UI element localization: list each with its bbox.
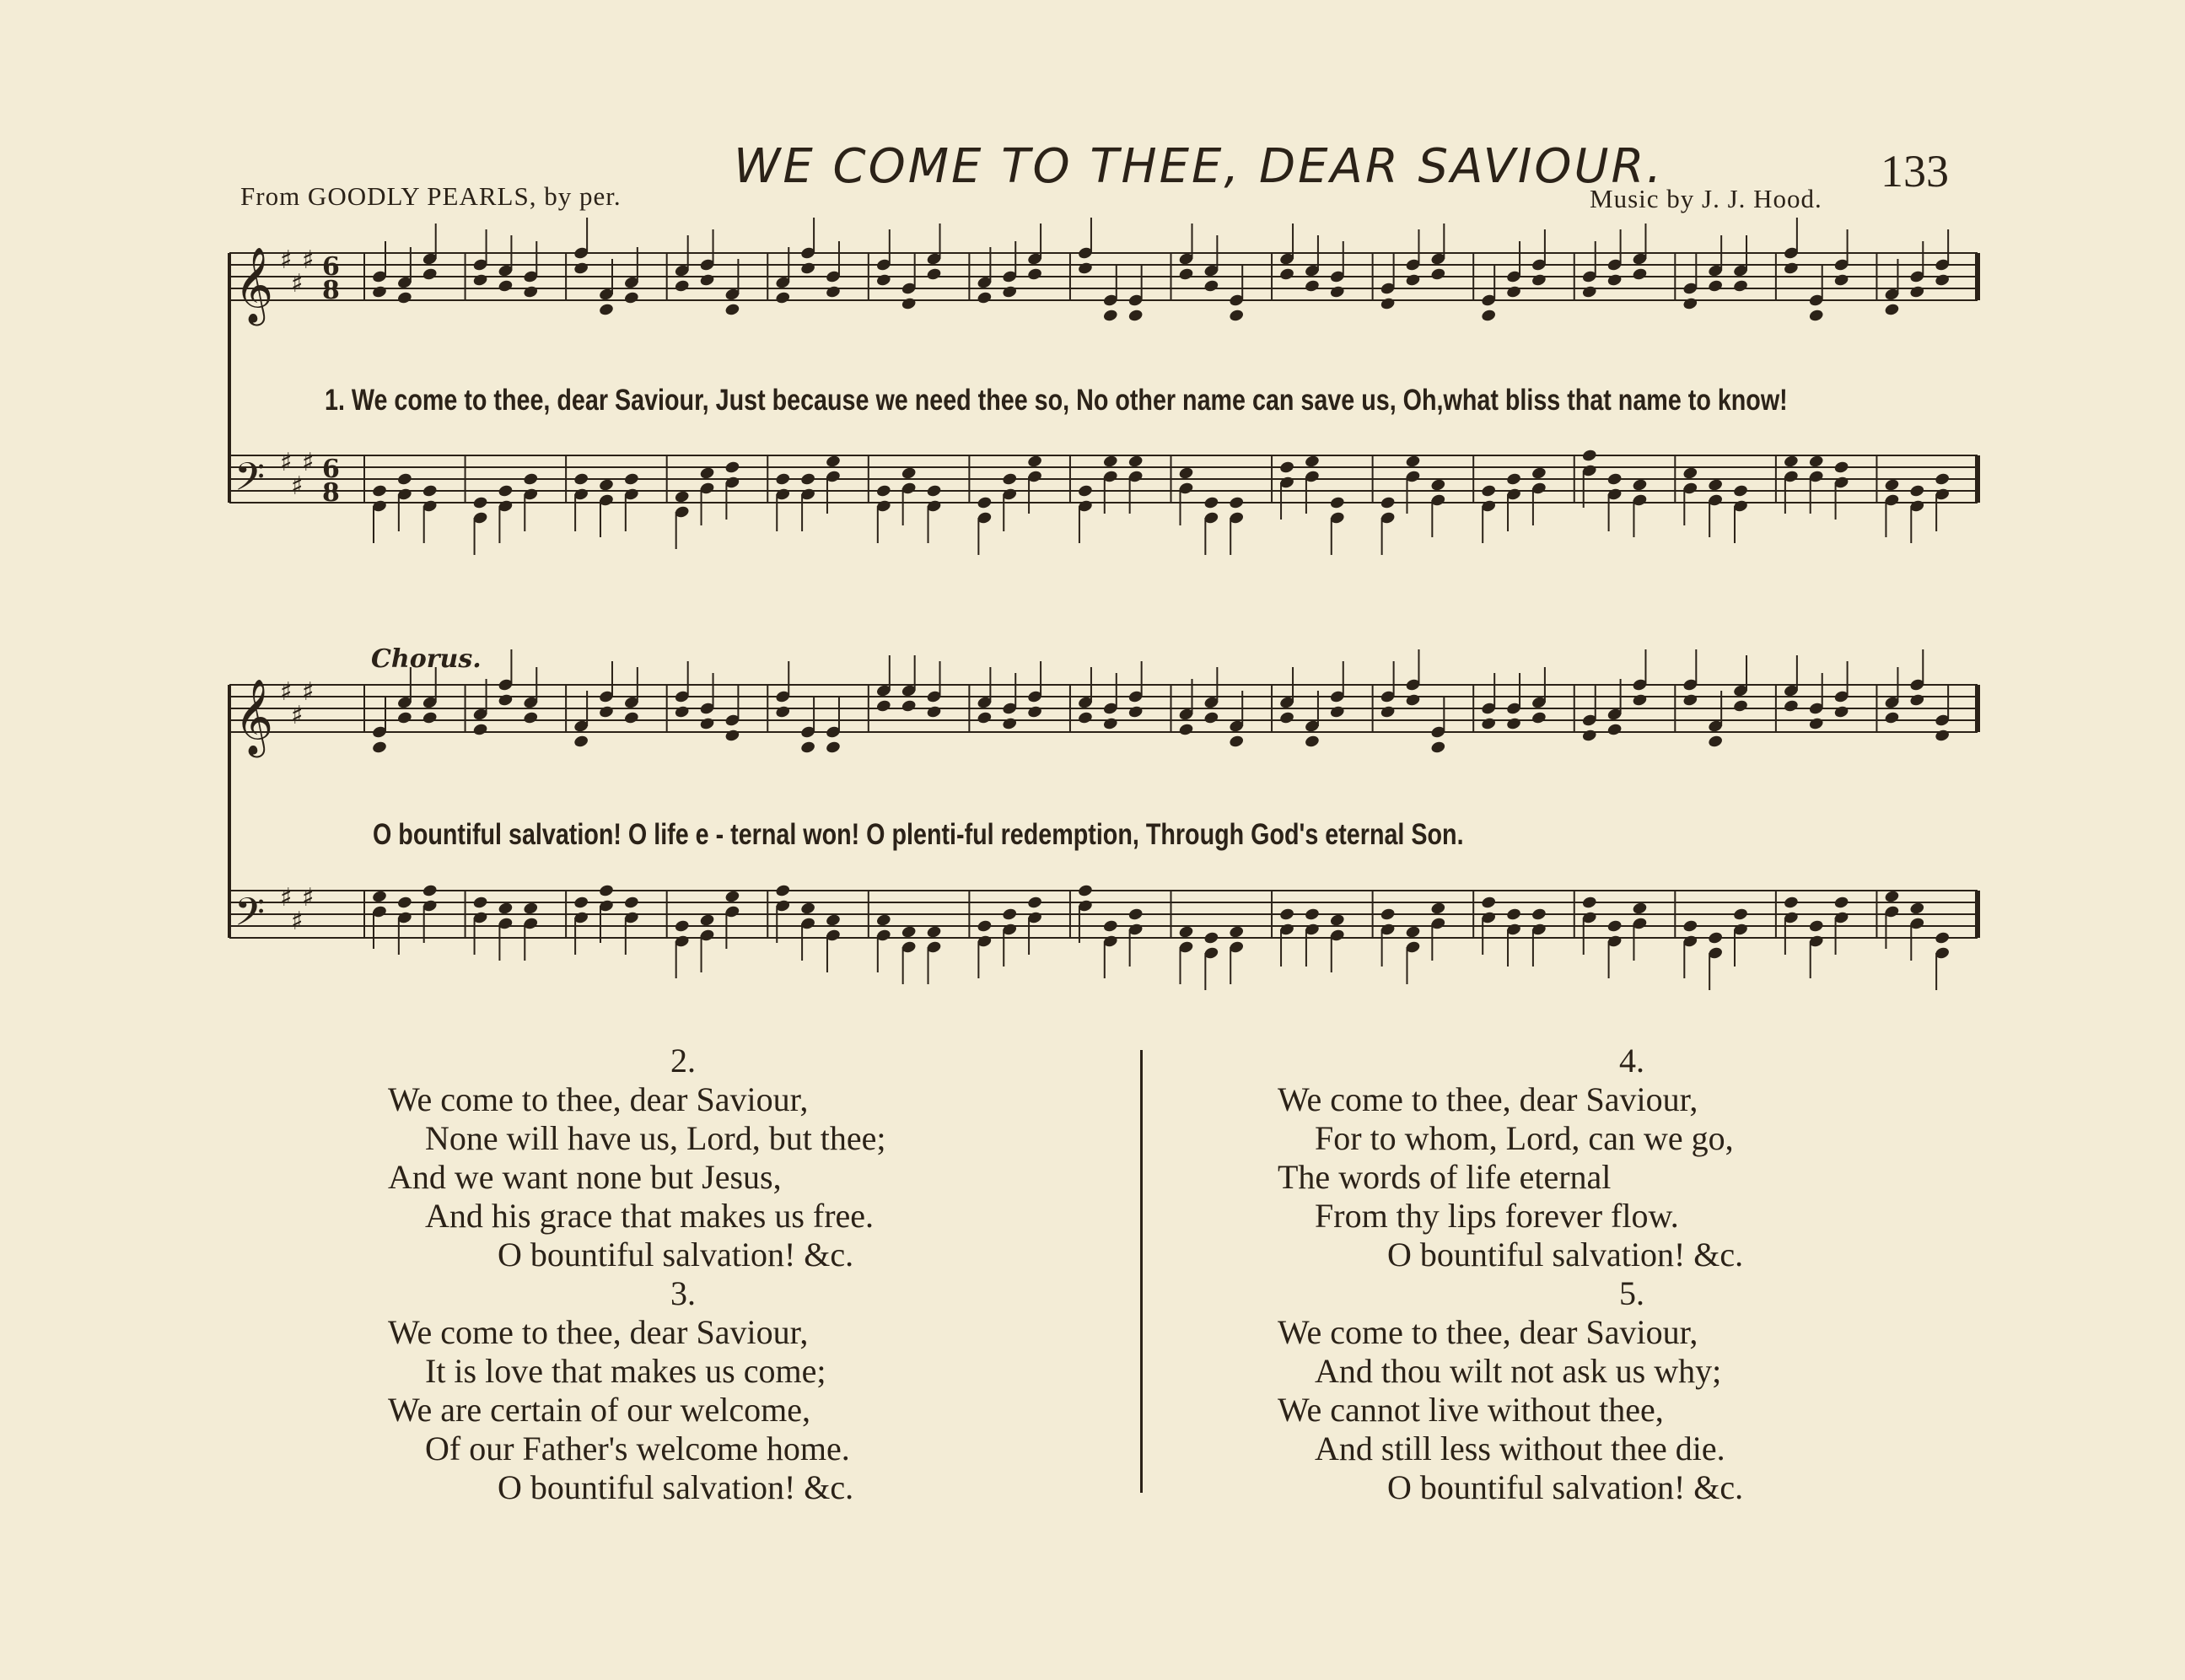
sharp-sign: ♯ bbox=[280, 245, 293, 275]
note-head bbox=[1304, 279, 1320, 293]
note-head bbox=[1002, 285, 1018, 299]
note-head bbox=[825, 455, 841, 469]
note-head bbox=[724, 460, 740, 475]
note-head bbox=[396, 711, 412, 725]
note-head bbox=[1304, 735, 1320, 749]
note-head bbox=[523, 285, 539, 299]
note-head bbox=[371, 890, 387, 904]
note-head bbox=[926, 925, 942, 940]
note-head bbox=[1531, 711, 1547, 725]
note-head bbox=[901, 699, 917, 713]
note-head bbox=[1632, 693, 1648, 708]
note-head bbox=[1884, 478, 1900, 493]
hymn-title: WE COME TO THEE, DEAR SAVIOUR. bbox=[734, 139, 1665, 194]
note-head bbox=[1002, 717, 1018, 731]
note-head bbox=[1002, 472, 1018, 487]
sharp-sign: ♯ bbox=[280, 448, 293, 477]
note-head bbox=[1909, 902, 1925, 916]
verse-line: We come to thee, dear Saviour, bbox=[388, 1080, 809, 1118]
note-head bbox=[371, 740, 387, 755]
note-head bbox=[498, 693, 514, 708]
note-head bbox=[396, 896, 412, 910]
note-head bbox=[1935, 729, 1951, 743]
note-head bbox=[1027, 455, 1043, 469]
note-head bbox=[498, 484, 514, 498]
note-head bbox=[1884, 711, 1900, 725]
note-head bbox=[1178, 925, 1194, 940]
note-head bbox=[472, 723, 488, 737]
note-head bbox=[724, 303, 740, 317]
note-head bbox=[1027, 896, 1043, 910]
note-head bbox=[573, 896, 589, 910]
note-head bbox=[1102, 455, 1118, 469]
note-head bbox=[800, 740, 816, 755]
note-head bbox=[1229, 309, 1245, 323]
note-head bbox=[598, 705, 614, 719]
note-head bbox=[1278, 711, 1294, 725]
note-head bbox=[573, 735, 589, 749]
note-head bbox=[1077, 484, 1093, 498]
note-head bbox=[371, 285, 387, 299]
verse-refrain: O bountiful salvation! &c. bbox=[1387, 1468, 1744, 1506]
note-head bbox=[1732, 279, 1748, 293]
time-signature-bottom: 8 bbox=[322, 478, 340, 508]
sharp-sign: ♯ bbox=[302, 448, 315, 477]
note-head bbox=[1127, 705, 1144, 719]
note-head bbox=[1102, 919, 1118, 934]
note-head bbox=[1581, 449, 1597, 463]
note-head bbox=[674, 919, 690, 934]
note-head bbox=[1329, 496, 1345, 510]
note-head bbox=[1505, 717, 1521, 731]
note-head bbox=[1178, 723, 1194, 737]
note-head bbox=[977, 919, 993, 934]
note-head bbox=[724, 890, 740, 904]
note-head bbox=[775, 884, 791, 898]
note-head bbox=[977, 496, 993, 510]
note-head bbox=[1682, 919, 1698, 934]
note-head bbox=[422, 484, 438, 498]
verse-line: We come to thee, dear Saviour, bbox=[1278, 1080, 1698, 1118]
note-head bbox=[875, 273, 891, 288]
note-head bbox=[1027, 705, 1043, 719]
note-head bbox=[1430, 902, 1446, 916]
note-head bbox=[901, 925, 917, 940]
note-head bbox=[1783, 896, 1799, 910]
composer-credit: Music by J. J. Hood. bbox=[1590, 184, 1822, 213]
note-head bbox=[674, 705, 690, 719]
note-head bbox=[1505, 472, 1521, 487]
note-head bbox=[1632, 478, 1648, 493]
verse-line: We come to thee, dear Saviour, bbox=[1278, 1313, 1698, 1351]
note-head bbox=[1505, 907, 1521, 922]
note-head bbox=[623, 472, 639, 487]
note-head bbox=[901, 297, 917, 311]
note-head bbox=[523, 472, 539, 487]
note-head bbox=[1783, 455, 1799, 469]
note-head bbox=[775, 472, 791, 487]
verse-line: And we want none but Jesus, bbox=[388, 1158, 782, 1196]
note-head bbox=[1203, 711, 1219, 725]
note-head bbox=[1178, 267, 1194, 282]
verse-line: We cannot live without thee, bbox=[1278, 1391, 1664, 1429]
note-head bbox=[1481, 896, 1497, 910]
note-head bbox=[825, 740, 841, 755]
note-head bbox=[926, 705, 942, 719]
bass-clef: 𝄢 bbox=[234, 455, 266, 509]
time-signature-top: 6 bbox=[322, 455, 340, 484]
note-head bbox=[1077, 261, 1093, 276]
note-head bbox=[598, 303, 614, 317]
note-head bbox=[1405, 455, 1421, 469]
note-head bbox=[623, 711, 639, 725]
note-head bbox=[1833, 705, 1849, 719]
verse-1-lyric: 1. We come to thee, dear Saviour, Just because we need thee so, No other name can save us, Oh,what bliss that name to know! bbox=[325, 384, 1788, 417]
note-head bbox=[1229, 496, 1245, 510]
note-head bbox=[1833, 896, 1849, 910]
note-head bbox=[674, 279, 690, 293]
note-head bbox=[1127, 907, 1144, 922]
note-head bbox=[1027, 267, 1043, 282]
note-head bbox=[1380, 496, 1396, 510]
note-head bbox=[1581, 729, 1597, 743]
note-head bbox=[1708, 279, 1724, 293]
note-head bbox=[371, 484, 387, 498]
note-head bbox=[1481, 309, 1497, 323]
note-head bbox=[1708, 735, 1724, 749]
note-head bbox=[1909, 285, 1925, 299]
verse-line: And still less without thee die. bbox=[1315, 1430, 1725, 1467]
verse-line: We are certain of our welcome, bbox=[388, 1391, 810, 1429]
note-head bbox=[1405, 925, 1421, 940]
note-head bbox=[1833, 273, 1849, 288]
note-head bbox=[1909, 484, 1925, 498]
column-divider bbox=[1140, 1050, 1143, 1493]
page-number: 133 bbox=[1881, 146, 1949, 197]
verse-refrain: O bountiful salvation! &c. bbox=[1387, 1236, 1744, 1273]
sharp-sign: ♯ bbox=[291, 701, 304, 730]
note-head bbox=[472, 896, 488, 910]
note-head bbox=[875, 699, 891, 713]
note-head bbox=[1581, 896, 1597, 910]
verse-number: 2. bbox=[670, 1042, 696, 1080]
note-head bbox=[1708, 931, 1724, 945]
sharp-sign: ♯ bbox=[291, 907, 304, 936]
note-head bbox=[1833, 460, 1849, 475]
note-head bbox=[396, 291, 412, 305]
note-head bbox=[396, 472, 412, 487]
verse-line: It is love that makes us come; bbox=[425, 1352, 826, 1390]
note-head bbox=[1304, 907, 1320, 922]
note-head bbox=[724, 729, 740, 743]
note-head bbox=[1808, 455, 1824, 469]
note-head bbox=[573, 261, 589, 276]
note-head bbox=[1077, 711, 1093, 725]
verse-line: And thou wilt not ask us why; bbox=[1315, 1352, 1722, 1390]
note-head bbox=[1278, 267, 1294, 282]
verse-number: 3. bbox=[670, 1274, 696, 1312]
note-head bbox=[1481, 717, 1497, 731]
note-head bbox=[901, 466, 917, 481]
note-head bbox=[1606, 472, 1623, 487]
note-head bbox=[1203, 931, 1219, 945]
sharp-sign: ♯ bbox=[291, 471, 304, 501]
note-head bbox=[523, 902, 539, 916]
note-head bbox=[1278, 907, 1294, 922]
note-head bbox=[674, 490, 690, 504]
note-head bbox=[1531, 907, 1547, 922]
note-head bbox=[1002, 907, 1018, 922]
note-head bbox=[523, 711, 539, 725]
note-head bbox=[1430, 267, 1446, 282]
note-head bbox=[775, 705, 791, 719]
chorus-label: Chorus. bbox=[371, 644, 482, 674]
note-head bbox=[977, 711, 993, 725]
verse-line: Of our Father's welcome home. bbox=[425, 1430, 850, 1467]
source-credit: From GOODLY PEARLS, by per. bbox=[240, 181, 622, 211]
time-signature-bottom: 8 bbox=[322, 276, 340, 305]
verse-line: We come to thee, dear Saviour, bbox=[388, 1313, 809, 1351]
sharp-sign: ♯ bbox=[280, 883, 293, 913]
sharp-sign: ♯ bbox=[302, 245, 315, 275]
note-head bbox=[1531, 466, 1547, 481]
verse-line: And his grace that makes us free. bbox=[425, 1197, 875, 1235]
note-head bbox=[926, 267, 942, 282]
note-head bbox=[825, 285, 841, 299]
note-head bbox=[1127, 455, 1144, 469]
note-head bbox=[422, 711, 438, 725]
note-head bbox=[699, 717, 715, 731]
verse-line: For to whom, Lord, can we go, bbox=[1315, 1119, 1734, 1157]
note-head bbox=[1505, 285, 1521, 299]
note-head bbox=[1229, 735, 1245, 749]
note-head bbox=[1203, 496, 1219, 510]
note-head bbox=[472, 273, 488, 288]
note-head bbox=[623, 896, 639, 910]
note-head bbox=[422, 884, 438, 898]
note-head bbox=[1732, 907, 1748, 922]
treble-clef: 𝄞 bbox=[234, 679, 274, 755]
note-head bbox=[1329, 913, 1345, 928]
note-head bbox=[1732, 484, 1748, 498]
note-head bbox=[1732, 699, 1748, 713]
sharp-sign: ♯ bbox=[291, 269, 304, 299]
note-head bbox=[573, 472, 589, 487]
verse-refrain: O bountiful salvation! &c. bbox=[498, 1468, 854, 1506]
note-head bbox=[1278, 460, 1294, 475]
note-head bbox=[1203, 279, 1219, 293]
sharp-sign: ♯ bbox=[280, 677, 293, 707]
note-head bbox=[1606, 723, 1623, 737]
note-head bbox=[1682, 297, 1698, 311]
verse-number: 5. bbox=[1619, 1274, 1644, 1312]
note-head bbox=[1808, 717, 1824, 731]
note-head bbox=[1430, 740, 1446, 755]
note-head bbox=[1708, 478, 1724, 493]
note-head bbox=[1884, 303, 1900, 317]
note-head bbox=[1581, 285, 1597, 299]
note-head bbox=[1380, 907, 1396, 922]
verse-line: None will have us, Lord, but thee; bbox=[425, 1119, 886, 1157]
sharp-sign: ♯ bbox=[302, 883, 315, 913]
note-head bbox=[1884, 890, 1900, 904]
note-head bbox=[699, 273, 715, 288]
verse-refrain: O bountiful salvation! &c. bbox=[498, 1236, 854, 1273]
note-head bbox=[598, 478, 614, 493]
note-head bbox=[1682, 693, 1698, 708]
note-head bbox=[1808, 309, 1824, 323]
time-signature-top: 6 bbox=[322, 252, 340, 282]
note-head bbox=[422, 267, 438, 282]
note-head bbox=[926, 484, 942, 498]
note-head bbox=[1178, 466, 1194, 481]
note-head bbox=[800, 472, 816, 487]
note-head bbox=[1329, 705, 1345, 719]
treble-clef: 𝄞 bbox=[234, 247, 274, 323]
verse-line: From thy lips forever flow. bbox=[1315, 1197, 1679, 1235]
note-head bbox=[1102, 717, 1118, 731]
chorus-lyric: O bountiful salvation! O life e - ternal won! O plenti-ful redemption, Through God's eternal Son. bbox=[373, 818, 1464, 851]
verses-right-column bbox=[1278, 1042, 1758, 1507]
note-head bbox=[1909, 693, 1925, 708]
note-head bbox=[1430, 478, 1446, 493]
note-head bbox=[875, 484, 891, 498]
note-head bbox=[1632, 267, 1648, 282]
note-head bbox=[800, 902, 816, 916]
note-head bbox=[699, 913, 715, 928]
note-head bbox=[1405, 693, 1421, 708]
note-head bbox=[1077, 884, 1093, 898]
note-head bbox=[775, 291, 791, 305]
note-head bbox=[1935, 472, 1951, 487]
note-head bbox=[1380, 705, 1396, 719]
note-head bbox=[699, 466, 715, 481]
note-head bbox=[1102, 309, 1118, 323]
note-head bbox=[1808, 919, 1824, 934]
note-head bbox=[1481, 484, 1497, 498]
note-head bbox=[825, 913, 841, 928]
note-head bbox=[498, 902, 514, 916]
verse-line: The words of life eternal bbox=[1278, 1158, 1612, 1196]
note-head bbox=[1380, 297, 1396, 311]
note-head bbox=[1935, 931, 1951, 945]
note-head bbox=[1229, 925, 1245, 940]
verse-number: 4. bbox=[1619, 1042, 1644, 1080]
note-head bbox=[1127, 309, 1144, 323]
note-head bbox=[1606, 273, 1623, 288]
note-head bbox=[1304, 455, 1320, 469]
note-head bbox=[1935, 273, 1951, 288]
note-head bbox=[1405, 273, 1421, 288]
note-head bbox=[1682, 466, 1698, 481]
note-head bbox=[1783, 699, 1799, 713]
note-head bbox=[1632, 902, 1648, 916]
bass-clef: 𝄢 bbox=[234, 890, 266, 945]
sharp-sign: ♯ bbox=[302, 677, 315, 707]
note-head bbox=[498, 279, 514, 293]
note-head bbox=[1329, 285, 1345, 299]
note-head bbox=[598, 884, 614, 898]
note-head bbox=[800, 261, 816, 276]
note-head bbox=[1783, 261, 1799, 276]
verses-left-column bbox=[388, 1042, 886, 1507]
note-head bbox=[1606, 919, 1623, 934]
note-head bbox=[472, 496, 488, 510]
note-head bbox=[1531, 273, 1547, 288]
note-head bbox=[623, 291, 639, 305]
note-head bbox=[875, 913, 891, 928]
note-head bbox=[977, 291, 993, 305]
